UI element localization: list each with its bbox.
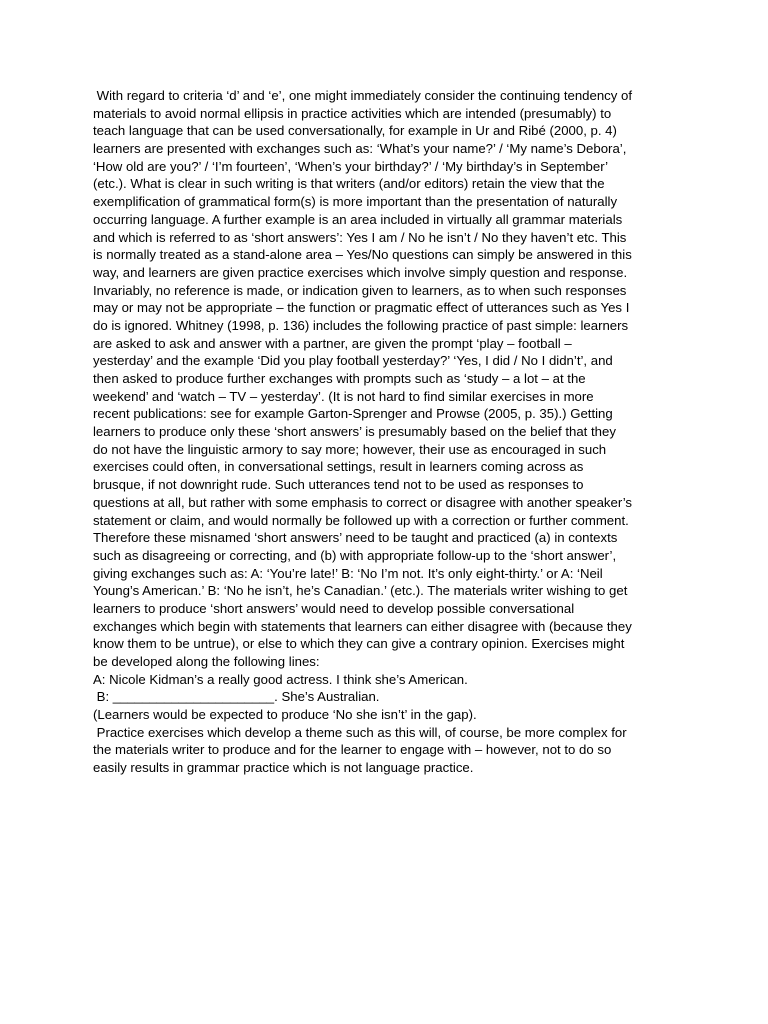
text-line: know them to be untrue), or else to which they can give a contrary opinion. Exercises might [93,636,625,652]
text-line: occurring language. A further example is an area included in virtually all grammar materials [93,211,623,227]
text-line: way, and learners are given practice exercises which involve simply question and response. [93,264,628,280]
text-line: and which is referred to as ‘short answers’: Yes I am / No he isn’t / No they haven’t etc. This [93,229,627,245]
text-line: recent publications: see for example Garton-Sprenger and Prowse (2005, p. 35).) Getting [93,406,613,422]
text-line: are asked to ask and answer with a partner, are given the prompt ‘play – football – [93,335,572,351]
text-line: brusque, if not downright rude. Such utterances tend not to be used as responses to [93,477,584,493]
text-line: Invariably, no reference is made, or indication given to learners, as to when such responses [93,282,627,298]
text-line: (etc.). What is clear in such writing is that writers (and/or editors) retain the view that the [93,176,605,192]
text-line: exemplification of grammatical form(s) is more important than the presentation of naturally [93,194,618,210]
text-line: questions at all, but rather with some emphasis to correct or disagree with another speaker’s [93,494,633,510]
text-line: easily results in grammar practice which is not language practice. [93,760,474,776]
text-line: giving exchanges such as: A: ‘You’re late!’ B: ‘No I’m not. It’s only eight-thirty.’ or A: ‘Neil [93,565,603,581]
text-line: Practice exercises which develop a theme such as this will, of course, be more complex for [93,724,627,740]
text-line: the materials writer to produce and for the learner to engage with – however, not to do so [93,742,612,758]
text-line: learners are presented with exchanges such as: ‘What’s your name?’ / ‘My name’s Debora’, [93,141,627,157]
example-line-b-gap: B: ______________________. She’s Australian. [93,689,380,705]
text-line: statement or claim, and would normally be followed up with a correction or further comment. [93,512,629,528]
text-line: With regard to criteria ‘d’ and ‘e’, one might immediately consider the continuing tendency of [93,88,633,103]
text-line: weekend’ and ‘watch – TV – yesterday’. (It is not hard to find similar exercises in more [93,388,594,404]
text-line: such as disagreeing or correcting, and (b) with appropriate follow-up to the ‘short answer’, [93,547,617,563]
text-line: (Learners would be expected to produce ‘No she isn’t’ in the gap). [93,707,477,723]
text-line: materials to avoid normal ellipsis in practice activities which are intended (presumably) to [93,105,612,121]
document-body [93,87,683,777]
text-line: may or may not be appropriate – the function or pragmatic effect of utterances such as Yes I [93,300,630,316]
text-line: be developed along the following lines: [93,654,320,669]
text-line: do not have the linguistic armory to say more; however, their use as encouraged in such [93,441,607,457]
text-line: Young’s American.’ B: ‘No he isn’t, he’s Canadian.’ (etc.). The materials writer wishing to get [93,583,628,599]
text-line: yesterday’ and the example ‘Did you play football yesterday?’ ‘Yes, I did / No I didn’t’, and [93,353,613,369]
text-line: exercises could often, in conversational settings, result in learners coming across as [93,459,584,475]
text-line: do is ignored. Whitney (1998, p. 136) includes the following practice of past simple: learners [93,317,629,333]
text-line: learners to produce ‘short answers’ would need to develop possible conversational [93,600,575,616]
text-line: teach language that can be used conversationally, for example in Ur and Ribé (2000, p. 4) [93,123,617,139]
text-line: ‘How old are you?’ / ‘I’m fourteen’, ‘When’s your birthday?’ / ‘My birthday’s in September’ [93,158,609,174]
text-line: Therefore these misnamed ‘short answers’ need to be taught and practiced (a) in contexts [93,530,618,546]
text-line: then asked to produce further exchanges with prompts such as ‘study – a lot – at the [93,371,586,386]
text-line: is normally treated as a stand-alone area – Yes/No questions can simply be answered in this [93,247,632,263]
example-line-a: A: Nicole Kidman’s a really good actress. I think she’s American. [93,671,468,687]
text-line: exchanges which begin with statements that learners can either disagree with (because they [93,618,632,634]
text-line: learners to produce only these ‘short answers’ is presumably based on the belief that they [93,424,616,440]
